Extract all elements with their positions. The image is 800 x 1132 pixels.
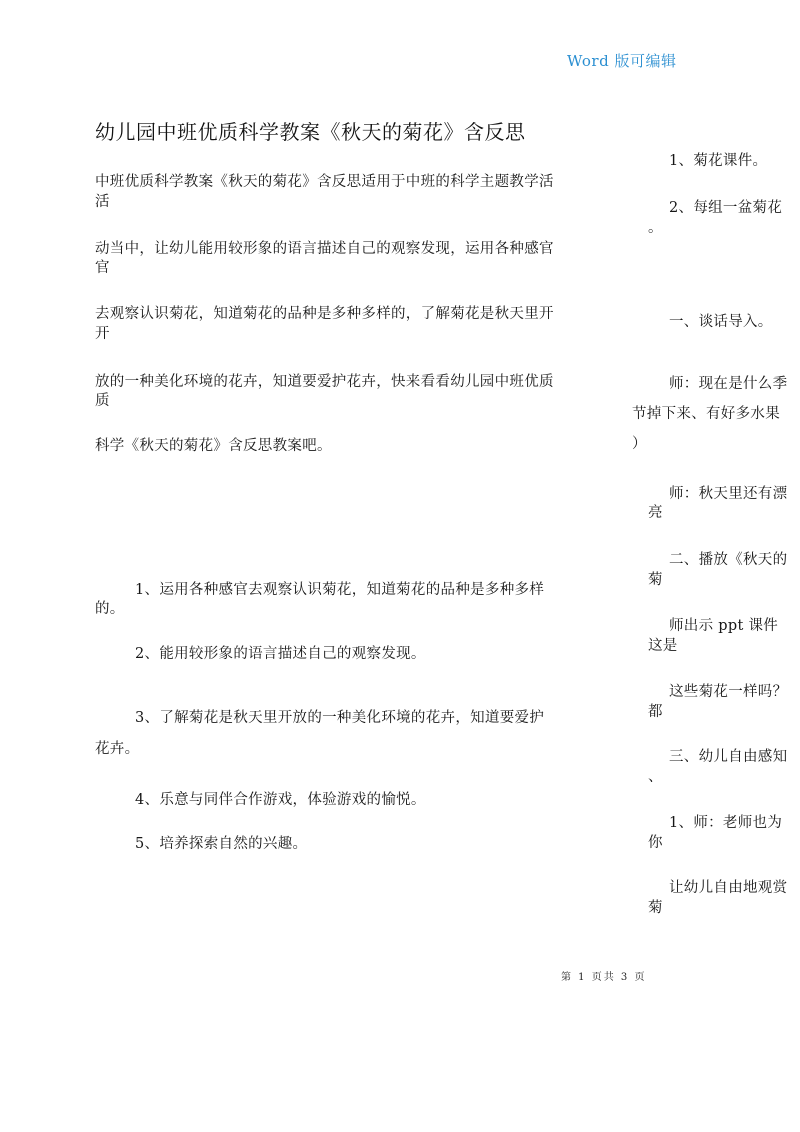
right-column-line: 师：现在是什么季 [669,376,788,392]
right-column-line: 三、幼儿自由感知 [669,749,788,765]
document-title: 幼儿园中班优质科学教案《秋天的菊花》含反思 [95,120,526,144]
right-column-line: 2、每组一盆菊花 [669,200,783,216]
intro-line: 去观察认识菊花，知道菊花的品种是多种多样的，了解菊花是秋天里开 [95,306,554,322]
right-column-line: 菊 [648,900,663,916]
watermark-label: Word 版可编辑 [567,52,677,70]
right-column-line: 亮 [648,505,663,521]
intro-line: 动当中，让幼儿能用较形象的语言描述自己的观察发现，运用各种感官 [95,241,554,257]
right-column-line: ） [632,436,647,452]
page-footer: 第 1 页共 3 页 [561,972,647,983]
right-column-line: 菊 [648,572,663,588]
right-column-line: 师出示 ppt 课件 [669,618,779,634]
right-column-line: 这是 [648,638,678,654]
intro-wrap: 官 [95,260,110,276]
right-column-line: 二、播放《秋天的 [669,552,788,568]
intro-line: 中班优质科学教案《秋天的菊花》含反思适用于中班的科学主题教学活 [95,174,554,190]
right-column-line: 节掉下来、有好多水果 [632,406,780,422]
right-column-line: 。 [648,220,663,236]
goal-item-wrap: 花卉。 [95,741,140,757]
right-column-line: 师：秋天里还有漂 [669,486,788,502]
goal-item: 5、培养探索自然的兴趣。 [135,836,308,852]
intro-wrap: 开 [95,326,110,342]
goal-item: 2、能用较形象的语言描述自己的观察发现。 [135,646,426,662]
right-column-line: 你 [648,835,663,851]
intro-wrap: 质 [95,393,110,409]
goal-item: 3、了解菊花是秋天里开放的一种美化环境的花卉，知道要爱护 [135,710,545,726]
right-column-line: 1、菊花课件。 [669,153,768,169]
right-column-line: 一、谈话导入。 [669,314,773,330]
goal-item: 1、运用各种感官去观察认识菊花，知道菊花的品种是多种多样 [135,582,545,598]
right-column-line: 让幼儿自由地观赏 [669,880,788,896]
right-column-line: 都 [648,704,663,720]
goal-item: 4、乐意与同伴合作游戏，体验游戏的愉悦。 [135,792,426,808]
right-column-line: 1、师：老师也为 [669,815,783,831]
intro-wrap: 活 [95,194,110,210]
right-column-line: 、 [648,769,663,785]
right-column-line: 这些菊花一样吗？ [669,684,788,700]
intro-line: 放的一种美化环境的花卉，知道要爱护花卉，快来看看幼儿园中班优质 [95,374,554,390]
intro-line: 科学《秋天的菊花》含反思教案吧。 [95,438,332,454]
goal-item-wrap: 的。 [95,601,125,617]
